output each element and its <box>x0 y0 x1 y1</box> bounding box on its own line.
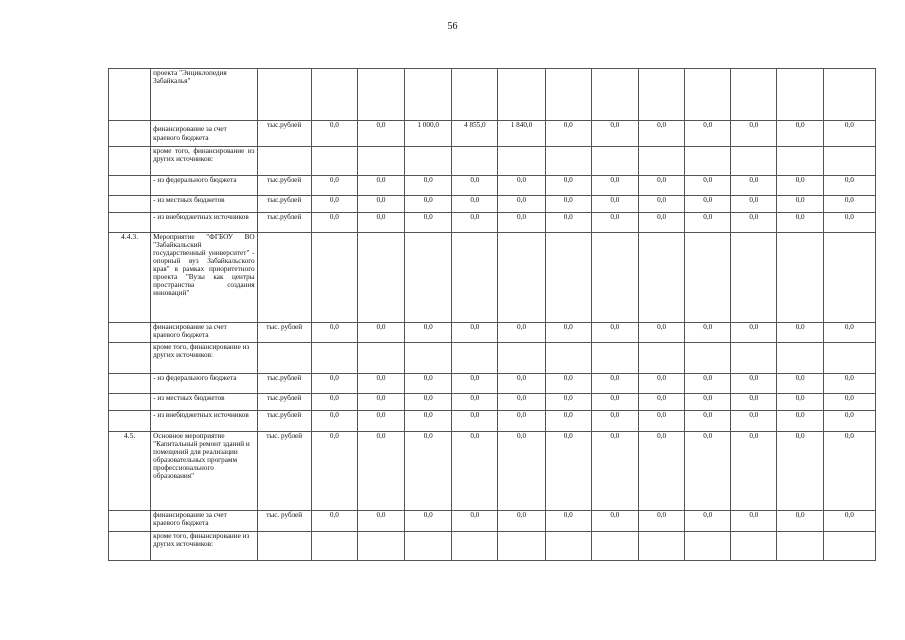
description-cell: - из местных бюджетов <box>151 196 257 213</box>
description-cell: финансирование за счет краевого бюджета <box>151 511 257 532</box>
description-cell: Мероприятие "ФГБОУ ВО "Забайкальский государственный университет" - опорный вуз Забайкальского края" в рамках приоритетного проекта "Вузы как центры пространства создания инноваций" <box>151 233 257 323</box>
value-cell: 0,0 <box>545 394 591 411</box>
value-cell: 0,0 <box>823 411 875 432</box>
value-cell: 0,0 <box>823 121 875 147</box>
value-cell: 0,0 <box>452 432 498 511</box>
value-cell: 0,0 <box>777 176 823 196</box>
value-cell: 0,0 <box>777 511 823 532</box>
value-cell: 0,0 <box>731 432 777 511</box>
value-cell: 0,0 <box>498 323 545 343</box>
description-cell: кроме того, финансирование из других источников: <box>151 343 257 374</box>
value-cell: 0,0 <box>591 394 638 411</box>
page-number: 56 <box>447 21 458 32</box>
table-row <box>109 411 876 432</box>
code-cell <box>109 69 151 121</box>
value-cell: 0,0 <box>591 432 638 511</box>
value-cell: 0,0 <box>545 511 591 532</box>
section-code: 4.5. <box>109 432 151 511</box>
value-cell: 0,0 <box>357 432 404 511</box>
value-cell: 0,0 <box>452 374 498 394</box>
value-cell: 0,0 <box>638 213 684 233</box>
unit-cell: тыс.рублей <box>257 374 311 394</box>
value-cell: 0,0 <box>498 432 545 511</box>
value-cell: 0,0 <box>311 213 357 233</box>
value-cell: 0,0 <box>452 511 498 532</box>
value-cell: 0,0 <box>452 411 498 432</box>
description-cell: - из внебюджетных источников <box>151 213 257 233</box>
section-code: 4.4.3. <box>109 233 151 323</box>
description-cell: проекта "Энциклопедия Забайкалья" <box>151 69 257 121</box>
value-cell: 0,0 <box>823 374 875 394</box>
value-cell: 0,0 <box>823 213 875 233</box>
value-cell: 0,0 <box>823 511 875 532</box>
value-cell: 0,0 <box>731 323 777 343</box>
value-cell: 0,0 <box>405 213 452 233</box>
value-cell: 0,0 <box>545 323 591 343</box>
table-row <box>109 196 876 213</box>
value-cell: 0,0 <box>685 394 731 411</box>
value-cell: 0,0 <box>777 374 823 394</box>
value-cell: 0,0 <box>545 196 591 213</box>
value-cell: 0,0 <box>405 196 452 213</box>
value-cell: 0,0 <box>498 176 545 196</box>
value-cell: 0,0 <box>311 432 357 511</box>
value-cell: 0,0 <box>777 432 823 511</box>
table-row <box>109 374 876 394</box>
value-cell: 0,0 <box>498 511 545 532</box>
value-cell: 0,0 <box>777 411 823 432</box>
value-cell: 0,0 <box>357 196 404 213</box>
table-row <box>109 394 876 411</box>
value-cell: 0,0 <box>731 121 777 147</box>
description-cell: - из федерального бюджета <box>151 176 257 196</box>
value-cell: 0,0 <box>357 411 404 432</box>
value-cell: 0,0 <box>638 374 684 394</box>
description-cell: - из федерального бюджета <box>151 374 257 394</box>
value-cell: 0,0 <box>405 411 452 432</box>
value-cell: 0,0 <box>311 511 357 532</box>
value-cell: 0,0 <box>591 213 638 233</box>
value-cell: 0,0 <box>357 176 404 196</box>
unit-cell: тыс. рублей <box>257 432 311 511</box>
value-cell: 0,0 <box>685 432 731 511</box>
table-row <box>109 323 876 343</box>
value-cell: 0,0 <box>311 411 357 432</box>
value-cell: 0,0 <box>498 394 545 411</box>
unit-cell: тыс.рублей <box>257 394 311 411</box>
value-cell: 0,0 <box>591 121 638 147</box>
description-cell: финансирование за счет краевого бюджета <box>151 121 257 147</box>
value-cell: 0,0 <box>357 323 404 343</box>
value-cell: 0,0 <box>357 213 404 233</box>
value-cell: 0,0 <box>731 411 777 432</box>
value-cell: 0,0 <box>311 121 357 147</box>
value-cell: 0,0 <box>357 394 404 411</box>
description-cell: кроме того, финансирование из других источников: <box>151 147 257 176</box>
value-cell: 0,0 <box>591 511 638 532</box>
value-cell: 0,0 <box>638 196 684 213</box>
table-row <box>109 233 876 323</box>
value-cell: 0,0 <box>685 121 731 147</box>
value-cell: 0,0 <box>357 374 404 394</box>
value-cell: 0,0 <box>545 213 591 233</box>
unit-cell: тыс.рублей <box>257 176 311 196</box>
value-cell: 0,0 <box>823 196 875 213</box>
value-cell: 0,0 <box>638 411 684 432</box>
value-cell: 0,0 <box>405 432 452 511</box>
value-cell: 0,0 <box>685 176 731 196</box>
value-cell: 0,0 <box>452 196 498 213</box>
value-cell: 0,0 <box>731 196 777 213</box>
value-cell: 0,0 <box>357 511 404 532</box>
unit-cell: тыс.рублей <box>257 213 311 233</box>
table-row <box>109 213 876 233</box>
value-cell: 0,0 <box>545 121 591 147</box>
value-cell: 0,0 <box>311 394 357 411</box>
value-cell: 0,0 <box>731 511 777 532</box>
value-cell: 0,0 <box>452 213 498 233</box>
value-cell: 0,0 <box>591 176 638 196</box>
value-cell: 0,0 <box>731 213 777 233</box>
unit-cell: тыс. рублей <box>257 323 311 343</box>
value-cell: 0,0 <box>405 323 452 343</box>
value-cell: 0,0 <box>731 394 777 411</box>
value-cell: 0,0 <box>311 176 357 196</box>
value-cell: 4 855,0 <box>452 121 498 147</box>
table-row <box>109 532 876 561</box>
value-cell: 0,0 <box>357 121 404 147</box>
value-cell: 0,0 <box>823 323 875 343</box>
value-cell: 0,0 <box>685 213 731 233</box>
value-cell: 0,0 <box>777 323 823 343</box>
value-cell: 0,0 <box>498 411 545 432</box>
value-cell: 0,0 <box>638 511 684 532</box>
value-cell: 0,0 <box>777 213 823 233</box>
value-cell: 0,0 <box>638 432 684 511</box>
value-cell: 0,0 <box>405 176 452 196</box>
description-cell: - из внебюджетных источников <box>151 411 257 432</box>
value-cell: 0,0 <box>777 196 823 213</box>
value-cell: 0,0 <box>545 411 591 432</box>
description-cell: кроме того, финансирование из других источников: <box>151 532 257 561</box>
unit-cell: тыс.рублей <box>257 196 311 213</box>
table-row <box>109 147 876 176</box>
value-cell: 0,0 <box>823 176 875 196</box>
table-row <box>109 511 876 532</box>
unit-cell: тыс.рублей <box>257 411 311 432</box>
value-cell: 0,0 <box>685 323 731 343</box>
value-cell: 0,0 <box>823 432 875 511</box>
value-cell: 0,0 <box>545 432 591 511</box>
value-cell: 0,0 <box>452 323 498 343</box>
value-cell: 0,0 <box>591 196 638 213</box>
table-row <box>109 176 876 196</box>
value-cell: 0,0 <box>731 176 777 196</box>
description-cell: Основное мероприятие "Капитальный ремонт зданий и помещений для реализации образовательных программ профессионального образования" <box>151 432 257 511</box>
value-cell: 0,0 <box>638 394 684 411</box>
value-cell: 0,0 <box>498 213 545 233</box>
value-cell: 0,0 <box>498 374 545 394</box>
value-cell: 0,0 <box>685 196 731 213</box>
description-cell: финансирование за счет краевого бюджета <box>151 323 257 343</box>
value-cell: 0,0 <box>545 374 591 394</box>
value-cell: 0,0 <box>405 394 452 411</box>
value-cell: 0,0 <box>452 394 498 411</box>
value-cell: 0,0 <box>405 374 452 394</box>
value-cell: 0,0 <box>685 411 731 432</box>
value-cell: 0,0 <box>823 394 875 411</box>
unit-cell: тыс.рублей <box>257 121 311 147</box>
table-row <box>109 343 876 374</box>
value-cell: 0,0 <box>405 511 452 532</box>
value-cell: 0,0 <box>685 511 731 532</box>
value-cell: 1 000,0 <box>405 121 452 147</box>
value-cell: 0,0 <box>638 323 684 343</box>
value-cell: 0,0 <box>591 374 638 394</box>
value-cell: 0,0 <box>685 374 731 394</box>
value-cell: 0,0 <box>777 394 823 411</box>
table-row <box>109 69 876 121</box>
value-cell: 0,0 <box>638 121 684 147</box>
budget-table <box>108 68 876 561</box>
value-cell: 0,0 <box>545 176 591 196</box>
description-cell: - из местных бюджетов <box>151 394 257 411</box>
value-cell: 0,0 <box>731 374 777 394</box>
value-cell: 0,0 <box>311 374 357 394</box>
value-cell: 0,0 <box>498 196 545 213</box>
value-cell: 1 840,0 <box>498 121 545 147</box>
value-cell: 0,0 <box>452 176 498 196</box>
table-row <box>109 121 876 147</box>
value-cell: 0,0 <box>777 121 823 147</box>
value-cell: 0,0 <box>591 411 638 432</box>
unit-cell: тыс. рублей <box>257 511 311 532</box>
value-cell: 0,0 <box>311 323 357 343</box>
value-cell: 0,0 <box>311 196 357 213</box>
value-cell: 0,0 <box>638 176 684 196</box>
table-row <box>109 432 876 511</box>
value-cell: 0,0 <box>591 323 638 343</box>
